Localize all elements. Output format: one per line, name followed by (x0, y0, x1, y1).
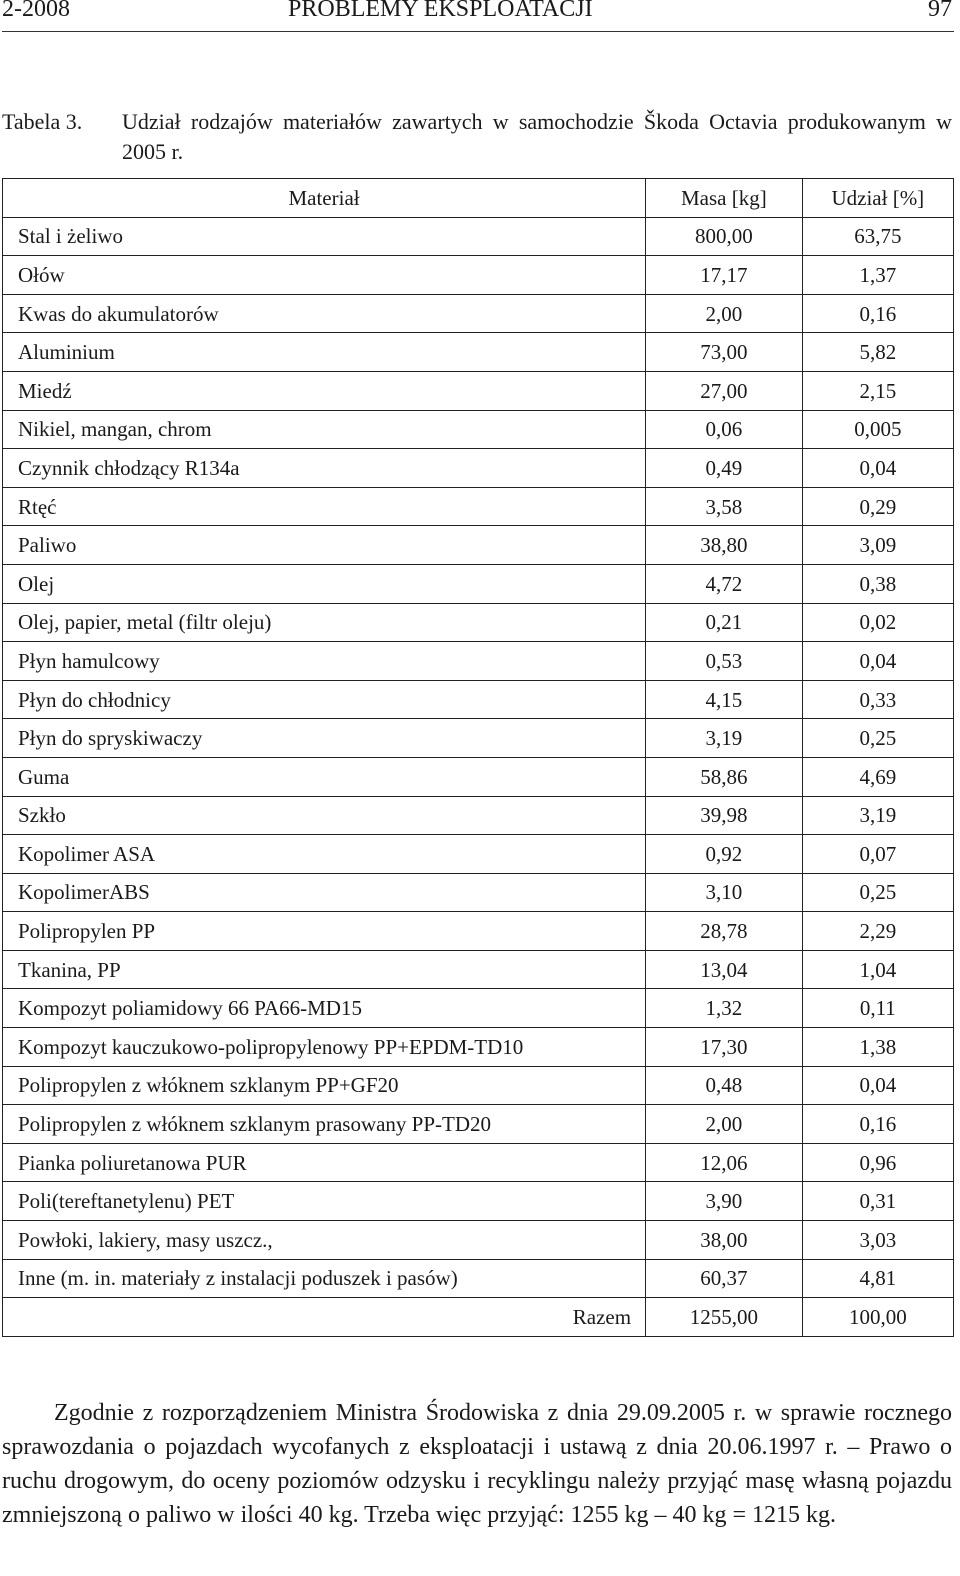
share-cell: 3,03 (802, 1221, 953, 1260)
share-cell: 2,29 (802, 912, 953, 951)
mass-cell: 2,00 (646, 1105, 803, 1144)
materials-table (2, 178, 954, 1337)
material-name-cell: Poli(tereftanetylenu) PET (3, 1182, 646, 1221)
table-row (3, 796, 954, 835)
material-name-cell: Stal i żeliwo (3, 217, 646, 256)
mass-cell: 73,00 (646, 333, 803, 372)
table-caption-text: Udział rodzajów materiałów zawartych w samochodzie Škoda Octavia produkowanym w 2005 r. (122, 109, 952, 164)
mass-cell: 3,19 (646, 719, 803, 758)
material-name-cell: Kompozyt poliamidowy 66 PA66-MD15 (3, 989, 646, 1028)
material-name-cell: Kompozyt kauczukowo-polipropylenowy PP+EPDM-TD10 (3, 1028, 646, 1067)
page-header (2, 0, 954, 32)
materials-table-body (3, 217, 954, 1298)
mass-cell: 27,00 (646, 371, 803, 410)
table-row (3, 487, 954, 526)
share-cell: 4,69 (802, 757, 953, 796)
share-cell: 0,02 (802, 603, 953, 642)
mass-cell: 2,00 (646, 294, 803, 333)
mass-cell: 3,90 (646, 1182, 803, 1221)
mass-cell: 0,49 (646, 449, 803, 488)
share-cell: 1,38 (802, 1028, 953, 1067)
table-total-row (3, 1298, 954, 1337)
mass-cell: 1,32 (646, 989, 803, 1028)
table-row (3, 333, 954, 372)
table-row (3, 1143, 954, 1182)
column-header-material: Materiał (3, 179, 646, 218)
material-name-cell: Płyn do chłodnicy (3, 680, 646, 719)
share-cell: 0,96 (802, 1143, 953, 1182)
mass-cell: 38,00 (646, 1221, 803, 1260)
material-name-cell: Nikiel, mangan, chrom (3, 410, 646, 449)
material-name-cell: Olej (3, 564, 646, 603)
share-cell: 0,005 (802, 410, 953, 449)
mass-cell: 3,58 (646, 487, 803, 526)
share-cell: 63,75 (802, 217, 953, 256)
table-row (3, 294, 954, 333)
mass-cell: 28,78 (646, 912, 803, 951)
table-row (3, 449, 954, 488)
table-row (3, 912, 954, 951)
material-name-cell: Inne (m. in. materiały z instalacji poduszek i pasów) (3, 1259, 646, 1298)
table-row (3, 526, 954, 565)
table-row (3, 642, 954, 681)
material-name-cell: Polipropylen z włóknem szklanym PP+GF20 (3, 1066, 646, 1105)
share-cell: 0,16 (802, 294, 953, 333)
material-name-cell: Polipropylen z włóknem szklanym prasowany PP-TD20 (3, 1105, 646, 1144)
mass-cell: 12,06 (646, 1143, 803, 1182)
total-share: 100,00 (802, 1298, 953, 1337)
mass-cell: 60,37 (646, 1259, 803, 1298)
share-cell: 3,19 (802, 796, 953, 835)
mass-cell: 0,48 (646, 1066, 803, 1105)
total-mass: 1255,00 (646, 1298, 803, 1337)
table-row (3, 217, 954, 256)
table-row (3, 1066, 954, 1105)
table-row (3, 603, 954, 642)
mass-cell: 0,06 (646, 410, 803, 449)
share-cell: 0,33 (802, 680, 953, 719)
table-row (3, 950, 954, 989)
material-name-cell: Czynnik chłodzący R134a (3, 449, 646, 488)
mass-cell: 39,98 (646, 796, 803, 835)
share-cell: 0,04 (802, 449, 953, 488)
mass-cell: 3,10 (646, 873, 803, 912)
page-number: 97 (928, 0, 952, 22)
table-row (3, 835, 954, 874)
mass-cell: 0,21 (646, 603, 803, 642)
mass-cell: 17,30 (646, 1028, 803, 1067)
mass-cell: 58,86 (646, 757, 803, 796)
table-row (3, 873, 954, 912)
material-name-cell: Olej, papier, metal (filtr oleju) (3, 603, 646, 642)
table-row (3, 410, 954, 449)
table-row (3, 371, 954, 410)
share-cell: 0,04 (802, 642, 953, 681)
mass-cell: 4,15 (646, 680, 803, 719)
table-row (3, 1028, 954, 1067)
share-cell: 2,15 (802, 371, 953, 410)
material-name-cell: Polipropylen PP (3, 912, 646, 951)
mass-cell: 4,72 (646, 564, 803, 603)
table-row (3, 1182, 954, 1221)
body-paragraph-block (2, 1396, 952, 1532)
table-caption-label: Tabela 3. (2, 109, 83, 134)
share-cell: 1,37 (802, 256, 953, 295)
mass-cell: 13,04 (646, 950, 803, 989)
column-header-mass: Masa [kg] (646, 179, 803, 218)
table-row (3, 1105, 954, 1144)
material-name-cell: Paliwo (3, 526, 646, 565)
material-name-cell: Pianka poliuretanowa PUR (3, 1143, 646, 1182)
total-label: Razem (3, 1298, 646, 1337)
share-cell: 0,31 (802, 1182, 953, 1221)
material-name-cell: Kwas do akumulatorów (3, 294, 646, 333)
material-name-cell: Aluminium (3, 333, 646, 372)
share-cell: 0,29 (802, 487, 953, 526)
material-name-cell: Ołów (3, 256, 646, 295)
table-row (3, 719, 954, 758)
share-cell: 3,09 (802, 526, 953, 565)
material-name-cell: Rtęć (3, 487, 646, 526)
column-header-share: Udział [%] (802, 179, 953, 218)
table-row (3, 256, 954, 295)
mass-cell: 800,00 (646, 217, 803, 256)
share-cell: 0,07 (802, 835, 953, 874)
mass-cell: 0,92 (646, 835, 803, 874)
share-cell: 0,04 (802, 1066, 953, 1105)
material-name-cell: Miedź (3, 371, 646, 410)
share-cell: 0,25 (802, 719, 953, 758)
material-name-cell: Szkło (3, 796, 646, 835)
share-cell: 0,25 (802, 873, 953, 912)
share-cell: 0,11 (802, 989, 953, 1028)
share-cell: 4,81 (802, 1259, 953, 1298)
body-paragraph: Zgodnie z rozporządzeniem Ministra Środowiska z dnia 29.09.2005 r. w sprawie rocznego sprawozdania o pojazdach wycofanych z eksploatacji i ustawą z dnia 20.06.1997 r. – Prawo o ruchu drogowym, do oceny poziomów odzysku i recyklingu należy przyjąć masę własną pojazdu zmniejszoną o paliwo w ilości 40 kg. Trzeba więc przyjąć: 1255 kg – 40 kg = 1215 kg. (2, 1400, 952, 1528)
material-name-cell: KopolimerABS (3, 873, 646, 912)
mass-cell: 38,80 (646, 526, 803, 565)
table-row (3, 680, 954, 719)
material-name-cell: Tkanina, PP (3, 950, 646, 989)
table-row (3, 564, 954, 603)
issue-number: 2-2008 (2, 0, 70, 22)
share-cell: 5,82 (802, 333, 953, 372)
material-name-cell: Powłoki, lakiery, masy uszcz., (3, 1221, 646, 1260)
share-cell: 1,04 (802, 950, 953, 989)
material-name-cell: Kopolimer ASA (3, 835, 646, 874)
table-row (3, 1259, 954, 1298)
table-row (3, 1221, 954, 1260)
journal-title: PROBLEMY EKSPLOATACJI (288, 0, 593, 22)
material-name-cell: Guma (3, 757, 646, 796)
table-header-row (3, 179, 954, 218)
mass-cell: 0,53 (646, 642, 803, 681)
share-cell: 0,38 (802, 564, 953, 603)
table-row (3, 989, 954, 1028)
material-name-cell: Płyn hamulcowy (3, 642, 646, 681)
table-row (3, 757, 954, 796)
share-cell: 0,16 (802, 1105, 953, 1144)
material-name-cell: Płyn do spryskiwaczy (3, 719, 646, 758)
mass-cell: 17,17 (646, 256, 803, 295)
